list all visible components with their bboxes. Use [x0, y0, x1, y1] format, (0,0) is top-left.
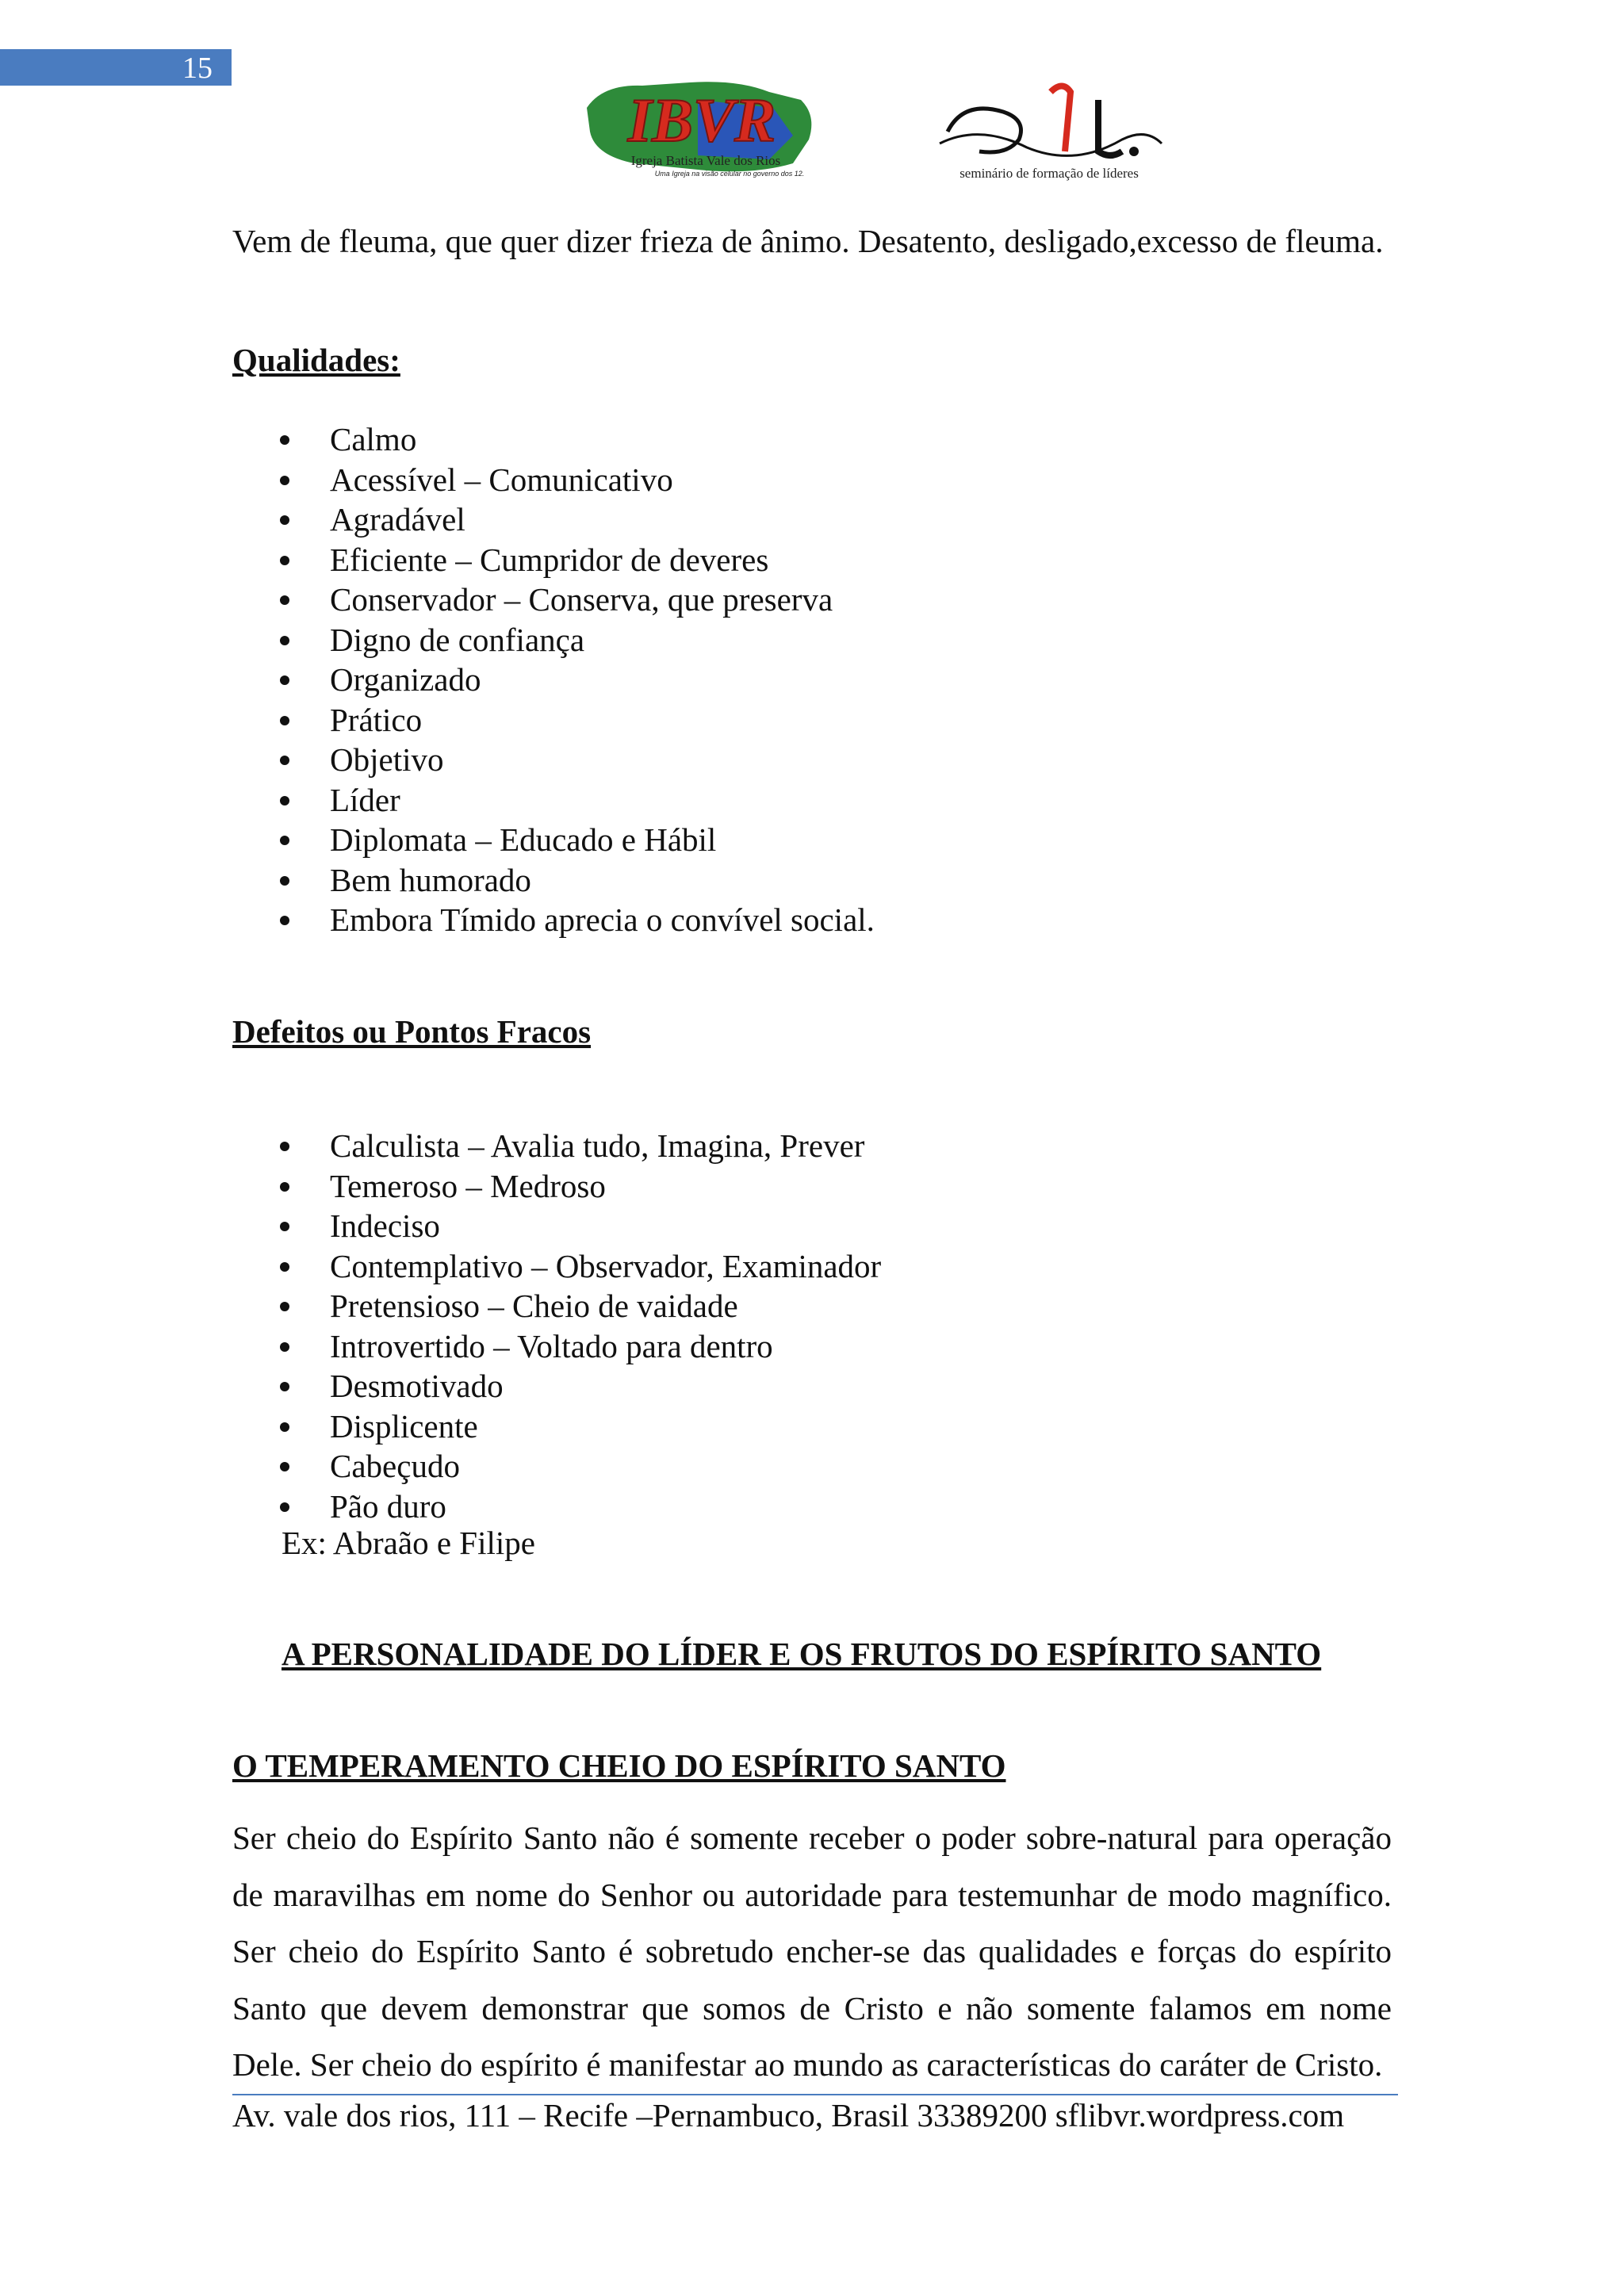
bullet-icon: [280, 1302, 289, 1311]
qualidades-list: [280, 419, 875, 940]
list-item: Digno de confiança: [280, 620, 875, 660]
bullet-icon: [280, 916, 289, 925]
bullet-icon: [280, 476, 289, 485]
page-content: [232, 222, 1392, 2083]
list-item: Bem humorado: [280, 860, 875, 901]
list-item: Pão duro: [280, 1487, 881, 1527]
list-item: Calmo: [280, 419, 875, 460]
svg-text:sfl: sfl: [1028, 98, 1074, 150]
bullet-icon: [280, 1222, 289, 1231]
bullet-icon: [280, 1462, 289, 1471]
bullet-icon: [280, 796, 289, 806]
bullet-icon: [280, 1262, 289, 1272]
list-item: Embora Tímido aprecia o convível social.: [280, 900, 875, 940]
bullet-icon: [280, 636, 289, 645]
bullet-icon: [280, 556, 289, 565]
list-item: Displicente: [280, 1406, 881, 1447]
svg-text:Igreja Batista Vale dos Rios: Igreja Batista Vale dos Rios: [630, 153, 781, 168]
svg-text:IBVR: IBVR: [627, 86, 776, 155]
list-item: Introvertido – Voltado para dentro: [280, 1326, 881, 1367]
footer-address: Av. vale dos rios, 111 – Recife –Pernambuco, Brasil 33389200 sflibvr.wordpress.com: [232, 2097, 1345, 2133]
qualidades-heading: Qualidades:: [232, 342, 400, 378]
list-item: Organizado: [280, 660, 875, 700]
bullet-icon: [280, 595, 289, 605]
bullet-icon: [280, 836, 289, 845]
bullet-icon: [280, 1422, 289, 1432]
bullet-icon: [280, 1502, 289, 1512]
list-item: Pretensioso – Cheio de vaidade: [280, 1286, 881, 1326]
bullet-icon: [280, 435, 289, 445]
bullet-icon: [280, 1382, 289, 1391]
list-item: Líder: [280, 780, 875, 821]
bullet-icon: [280, 1342, 289, 1352]
header-logos: [0, 76, 1624, 187]
sfl-logo: [932, 76, 1170, 187]
list-item: Prático: [280, 700, 875, 740]
list-item: Diplomata – Educado e Hábil: [280, 820, 875, 860]
example-line: Ex: Abraão e Filipe: [282, 1525, 535, 1561]
list-item: Eficiente – Cumpridor de deveres: [280, 540, 875, 580]
personalidade-heading: A PERSONALIDADE DO LÍDER E OS FRUTOS DO ESPÍRITO SANTO: [282, 1636, 1322, 1672]
intro-paragraph: Vem de fleuma, que quer dizer frieza de ânimo. Desatento, desligado,excesso de fleuma.: [232, 223, 1384, 259]
ibvr-logo: [579, 76, 825, 187]
list-item: Contemplativo – Observador, Examinador: [280, 1246, 881, 1287]
bullet-icon: [280, 675, 289, 685]
svg-text:seminário de formação de líder: seminário de formação de líderes: [959, 166, 1139, 181]
bullet-icon: [280, 1142, 289, 1151]
bullet-icon: [280, 756, 289, 765]
list-item: Conservador – Conserva, que preserva: [280, 580, 875, 620]
svg-text:Uma Igreja na visão celular no: Uma Igreja na visão celular no governo dos 12.: [654, 170, 805, 178]
bullet-icon: [280, 515, 289, 525]
list-item: Acessível – Comunicativo: [280, 460, 875, 500]
list-item: Desmotivado: [280, 1366, 881, 1406]
temperamento-heading: O TEMPERAMENTO CHEIO DO ESPÍRITO SANTO: [232, 1747, 1006, 1784]
list-item: Indeciso: [280, 1206, 881, 1246]
list-item: Calculista – Avalia tudo, Imagina, Prever: [280, 1126, 881, 1166]
list-item: Agradável: [280, 499, 875, 540]
page-number: 15: [182, 52, 213, 85]
bullet-icon: [280, 1182, 289, 1192]
bullet-icon: [280, 716, 289, 725]
defeitos-heading: Defeitos ou Pontos Fracos: [232, 1013, 592, 1050]
list-item: Temeroso – Medroso: [280, 1166, 881, 1207]
list-item: Cabeçudo: [280, 1446, 881, 1487]
defeitos-list: [280, 1126, 881, 1526]
list-item: Objetivo: [280, 740, 875, 780]
body-paragraph: Ser cheio do Espírito Santo não é somente receber o poder sobre-natural para operação de maravilhas em nome do Senhor ou autoridade para testemunhar de modo magnífico. Ser cheio do Espírito Santo é sobretudo encher-se das qualidades e forças do espírito Santo que devem demonstrar que somos de Cristo e não somente falamos em nome Dele. Ser cheio do espírito é manifestar ao mundo as características do caráter de Cristo.: [232, 1820, 1392, 2083]
bullet-icon: [280, 876, 289, 886]
